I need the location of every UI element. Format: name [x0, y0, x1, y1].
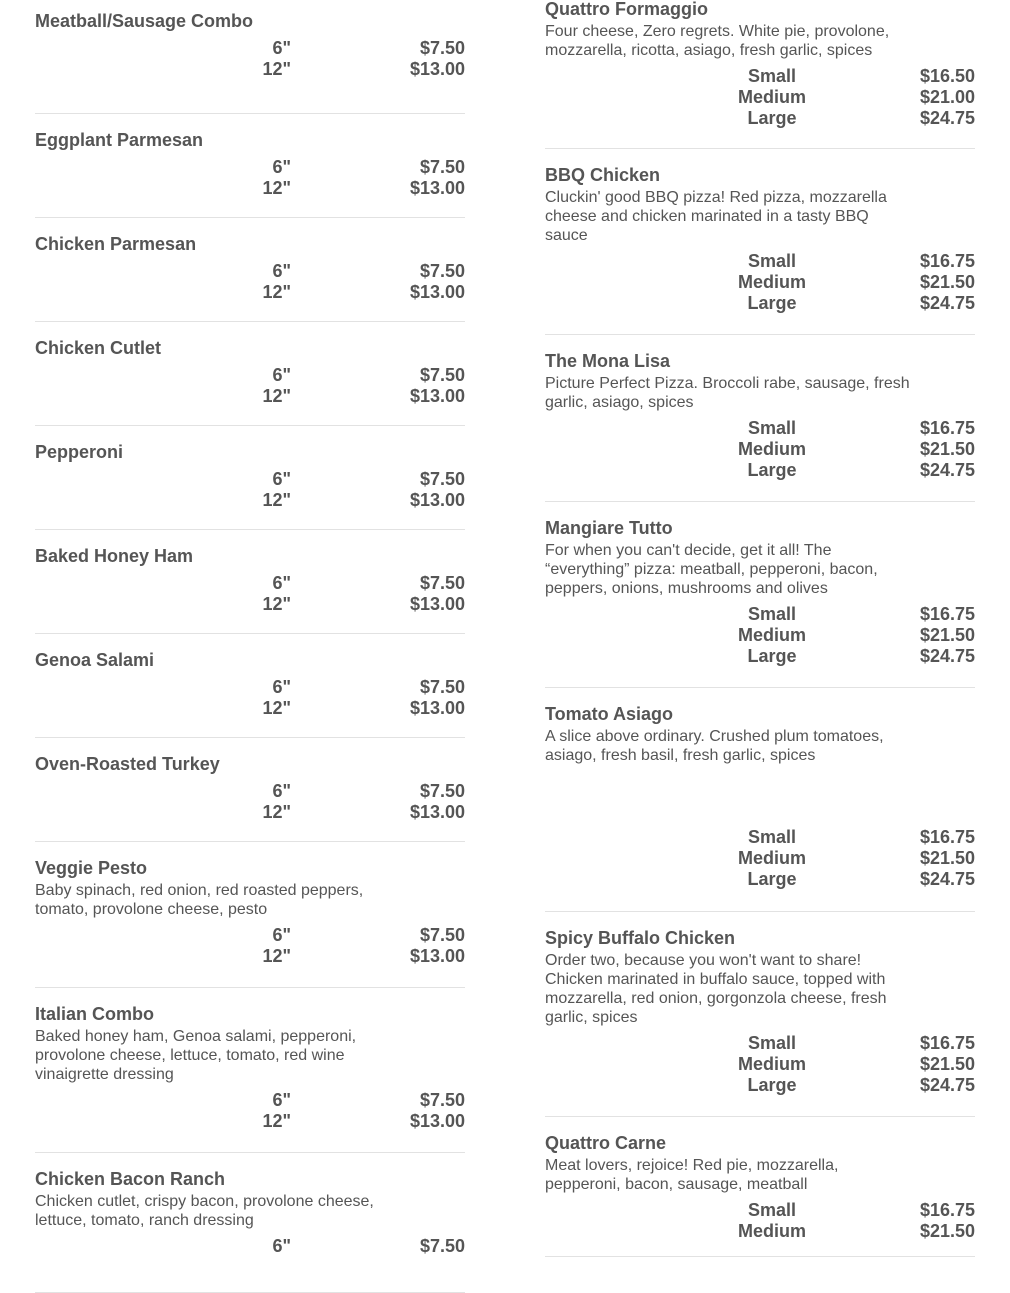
price-row[interactable] [35, 178, 465, 199]
menu-item-name: Tomato Asiago [545, 704, 674, 724]
price-value: $13.00 [409, 1111, 465, 1131]
menu-item[interactable] [35, 1153, 465, 1293]
price-row[interactable] [35, 59, 465, 80]
size-label: Medium [737, 625, 806, 645]
menu-item[interactable] [545, 335, 975, 502]
price-row[interactable] [35, 781, 465, 802]
price-row[interactable] [35, 925, 465, 946]
price-value: $7.50 [419, 261, 465, 281]
price-value: $13.00 [409, 594, 465, 614]
size-label: Small [747, 604, 797, 624]
size-label: Large [747, 646, 797, 666]
price-value: $7.50 [419, 781, 465, 801]
menu-item-description: Chicken cutlet, crispy bacon, provolone cheese, lettuce, tomato, ranch dressing [35, 1193, 374, 1229]
price-value: $7.50 [419, 1236, 465, 1256]
price-value: $16.75 [919, 827, 975, 847]
size-label: Medium [737, 87, 806, 107]
price-value: $13.00 [409, 386, 465, 406]
price-list [35, 781, 465, 823]
size-label: 6" [272, 38, 291, 58]
size-label: Small [747, 66, 797, 86]
price-list [545, 66, 975, 129]
menu-item[interactable] [545, 0, 975, 149]
size-label: 12" [262, 698, 291, 718]
size-label: Large [747, 869, 797, 889]
price-row[interactable] [545, 1075, 975, 1096]
price-row[interactable] [35, 802, 465, 823]
price-value: $24.75 [919, 293, 975, 313]
price-row[interactable] [35, 365, 465, 386]
price-row[interactable] [35, 594, 465, 615]
menu-item[interactable] [35, 842, 465, 988]
size-label: 12" [262, 59, 291, 79]
price-value: $13.00 [409, 59, 465, 79]
menu-item-name: Meatball/Sausage Combo [35, 11, 254, 31]
price-row[interactable] [545, 646, 975, 667]
price-list [35, 157, 465, 199]
price-row[interactable] [35, 1090, 465, 1111]
size-label: 12" [262, 1111, 291, 1131]
price-value: $21.50 [919, 848, 975, 868]
price-value: $13.00 [409, 802, 465, 822]
price-list [35, 38, 465, 80]
sub-menu-column [35, 10, 465, 1293]
menu-item-name: Veggie Pesto [35, 858, 148, 878]
menu-item-name: Pepperoni [35, 442, 124, 462]
menu-item[interactable] [545, 688, 975, 912]
price-row[interactable] [545, 66, 975, 87]
price-value: $16.75 [919, 251, 975, 271]
menu-item-name: Genoa Salami [35, 650, 155, 670]
price-row[interactable] [35, 261, 465, 282]
price-list [35, 261, 465, 303]
price-row[interactable] [545, 1033, 975, 1054]
size-label: 12" [262, 178, 291, 198]
menu-item-name: Eggplant Parmesan [35, 130, 204, 150]
price-row[interactable] [35, 282, 465, 303]
price-row[interactable] [545, 1200, 975, 1221]
size-label: Medium [737, 848, 806, 868]
size-label: 6" [272, 677, 291, 697]
menu-item[interactable] [35, 426, 465, 530]
menu-item-name: Mangiare Tutto [545, 518, 673, 538]
price-value: $21.50 [919, 1221, 975, 1241]
size-label: 12" [262, 386, 291, 406]
menu-item[interactable] [35, 988, 465, 1153]
size-label: Small [747, 251, 797, 271]
menu-item-description: Four cheese, Zero regrets. White pie, provolone, mozzarella, ricotta, asiago, fresh garlic, spices [545, 23, 890, 59]
price-value: $13.00 [409, 698, 465, 718]
size-label: 12" [262, 946, 291, 966]
price-list [545, 251, 975, 314]
price-value: $21.50 [919, 439, 975, 459]
size-label: Large [747, 293, 797, 313]
price-row[interactable] [545, 625, 975, 646]
menu-item[interactable] [35, 114, 465, 218]
size-label: Large [747, 460, 797, 480]
menu-item[interactable] [35, 634, 465, 738]
size-label: Small [747, 827, 797, 847]
price-row[interactable] [35, 157, 465, 178]
menu-item-description: Order two, because you won't want to share! Chicken marinated in buffalo sauce, topped with mozzarella, red onion, gorgonzola cheese, fresh garlic, spices [545, 952, 887, 1026]
size-label: 6" [272, 261, 291, 281]
price-row[interactable] [35, 573, 465, 594]
menu-item[interactable] [545, 912, 975, 1117]
price-list [35, 1236, 465, 1257]
size-label: 6" [272, 573, 291, 593]
menu-item[interactable] [545, 149, 975, 335]
menu-item-description: Cluckin' good BBQ pizza! Red pizza, mozzarella cheese and chicken marinated in a tasty BBQ sauce [545, 189, 887, 244]
menu-item[interactable] [545, 1117, 975, 1257]
price-row[interactable] [35, 698, 465, 719]
menu-item-description: A slice above ordinary. Crushed plum tomatoes, asiago, fresh basil, fresh garlic, spices [545, 728, 884, 764]
size-label: Small [747, 1033, 797, 1053]
menu-item-name: Quattro Formaggio [545, 0, 708, 19]
menu-item-name: Italian Combo [35, 1004, 155, 1024]
size-label: 6" [272, 157, 291, 177]
price-value: $13.00 [409, 946, 465, 966]
menu-item-name: Oven-Roasted Turkey [35, 754, 220, 774]
price-row[interactable] [545, 251, 975, 272]
price-value: $24.75 [919, 1075, 975, 1095]
price-row[interactable] [545, 87, 975, 108]
price-list [545, 1033, 975, 1096]
menu-item-name: The Mona Lisa [545, 351, 671, 371]
price-list [35, 365, 465, 407]
price-list [545, 604, 975, 667]
menu-item-description: Picture Perfect Pizza. Broccoli rabe, sausage, fresh garlic, asiago, spices [545, 375, 910, 411]
size-label: 6" [272, 1090, 291, 1110]
price-value: $24.75 [919, 460, 975, 480]
price-value: $16.75 [919, 604, 975, 624]
size-label: 12" [262, 282, 291, 302]
price-row[interactable] [545, 418, 975, 439]
menu-item-name: Chicken Parmesan [35, 234, 197, 254]
price-row[interactable] [545, 1221, 975, 1242]
menu-item-name: Spicy Buffalo Chicken [545, 928, 736, 948]
price-row[interactable] [35, 386, 465, 407]
menu-item-description: Meat lovers, rejoice! Red pie, mozzarella, pepperoni, bacon, sausage, meatball [545, 1157, 839, 1193]
price-value: $21.50 [919, 1054, 975, 1074]
price-value: $16.75 [919, 418, 975, 438]
price-row[interactable] [545, 1054, 975, 1075]
menu-item[interactable] [35, 322, 465, 426]
price-value: $13.00 [409, 178, 465, 198]
price-list [35, 925, 465, 967]
size-label: Small [747, 1200, 797, 1220]
price-row[interactable] [35, 946, 465, 967]
size-label: Medium [737, 272, 806, 292]
price-value: $13.00 [409, 282, 465, 302]
menu-item[interactable] [35, 530, 465, 634]
price-row[interactable] [35, 490, 465, 511]
size-label: Medium [737, 1221, 806, 1241]
size-label: Medium [737, 1054, 806, 1074]
price-value: $21.50 [919, 625, 975, 645]
price-value: $16.75 [919, 1033, 975, 1053]
size-label: 12" [262, 802, 291, 822]
size-label: Small [747, 418, 797, 438]
size-label: Large [747, 108, 797, 128]
price-list [35, 677, 465, 719]
size-label: 6" [272, 1236, 291, 1256]
menu-item-description: Baked honey ham, Genoa salami, pepperoni, provolone cheese, lettuce, tomato, red wine vinaigrette dressing [35, 1028, 357, 1083]
menu-item-name: Chicken Bacon Ranch [35, 1169, 226, 1189]
menu-item-name: Chicken Cutlet [35, 338, 162, 358]
price-value: $7.50 [419, 573, 465, 593]
price-row[interactable] [545, 604, 975, 625]
price-row[interactable] [35, 1236, 465, 1257]
price-row[interactable] [545, 272, 975, 293]
price-value: $7.50 [419, 365, 465, 385]
price-list [35, 573, 465, 615]
price-list [35, 1090, 465, 1132]
menu-item-description: For when you can't decide, get it all! The “everything” pizza: meatball, pepperoni, bacon, peppers, onions, mushrooms and olives [545, 542, 878, 597]
price-row[interactable] [545, 460, 975, 481]
size-label: Large [747, 1075, 797, 1095]
price-value: $7.50 [419, 157, 465, 177]
price-value: $7.50 [419, 677, 465, 697]
price-list [35, 469, 465, 511]
pizza-menu-column [545, 0, 975, 1257]
price-row[interactable] [35, 469, 465, 490]
price-value: $21.00 [919, 87, 975, 107]
size-label: 12" [262, 594, 291, 614]
price-value: $7.50 [419, 38, 465, 58]
price-row[interactable] [35, 1111, 465, 1132]
price-value: $7.50 [419, 1090, 465, 1110]
price-row[interactable] [35, 38, 465, 59]
menu-item[interactable] [35, 738, 465, 842]
size-label: Medium [737, 439, 806, 459]
price-value: $7.50 [419, 469, 465, 489]
menu-item-description: Baby spinach, red onion, red roasted peppers, tomato, provolone cheese, pesto [35, 882, 364, 918]
price-row[interactable] [545, 869, 975, 890]
price-value: $7.50 [419, 925, 465, 945]
price-list [545, 827, 975, 890]
price-row[interactable] [35, 677, 465, 698]
price-row[interactable] [545, 108, 975, 129]
size-label: 6" [272, 925, 291, 945]
price-list [545, 1200, 975, 1242]
size-label: 6" [272, 365, 291, 385]
price-value: $13.00 [409, 490, 465, 510]
menu-item[interactable] [545, 502, 975, 688]
size-label: 12" [262, 490, 291, 510]
size-label: 6" [272, 781, 291, 801]
price-row[interactable] [545, 848, 975, 869]
menu-item-name: Quattro Carne [545, 1133, 667, 1153]
price-row[interactable] [545, 827, 975, 848]
price-value: $21.50 [919, 272, 975, 292]
menu-item-name: BBQ Chicken [545, 165, 661, 185]
menu-item[interactable] [35, 218, 465, 322]
price-value: $24.75 [919, 869, 975, 889]
price-list [545, 418, 975, 481]
price-row[interactable] [545, 293, 975, 314]
size-label: 6" [272, 469, 291, 489]
price-row[interactable] [545, 439, 975, 460]
menu-item-name: Baked Honey Ham [35, 546, 194, 566]
menu-item[interactable] [35, 10, 465, 114]
price-value: $24.75 [919, 108, 975, 128]
price-value: $24.75 [919, 646, 975, 666]
price-value: $16.75 [919, 1200, 975, 1220]
price-value: $16.50 [919, 66, 975, 86]
